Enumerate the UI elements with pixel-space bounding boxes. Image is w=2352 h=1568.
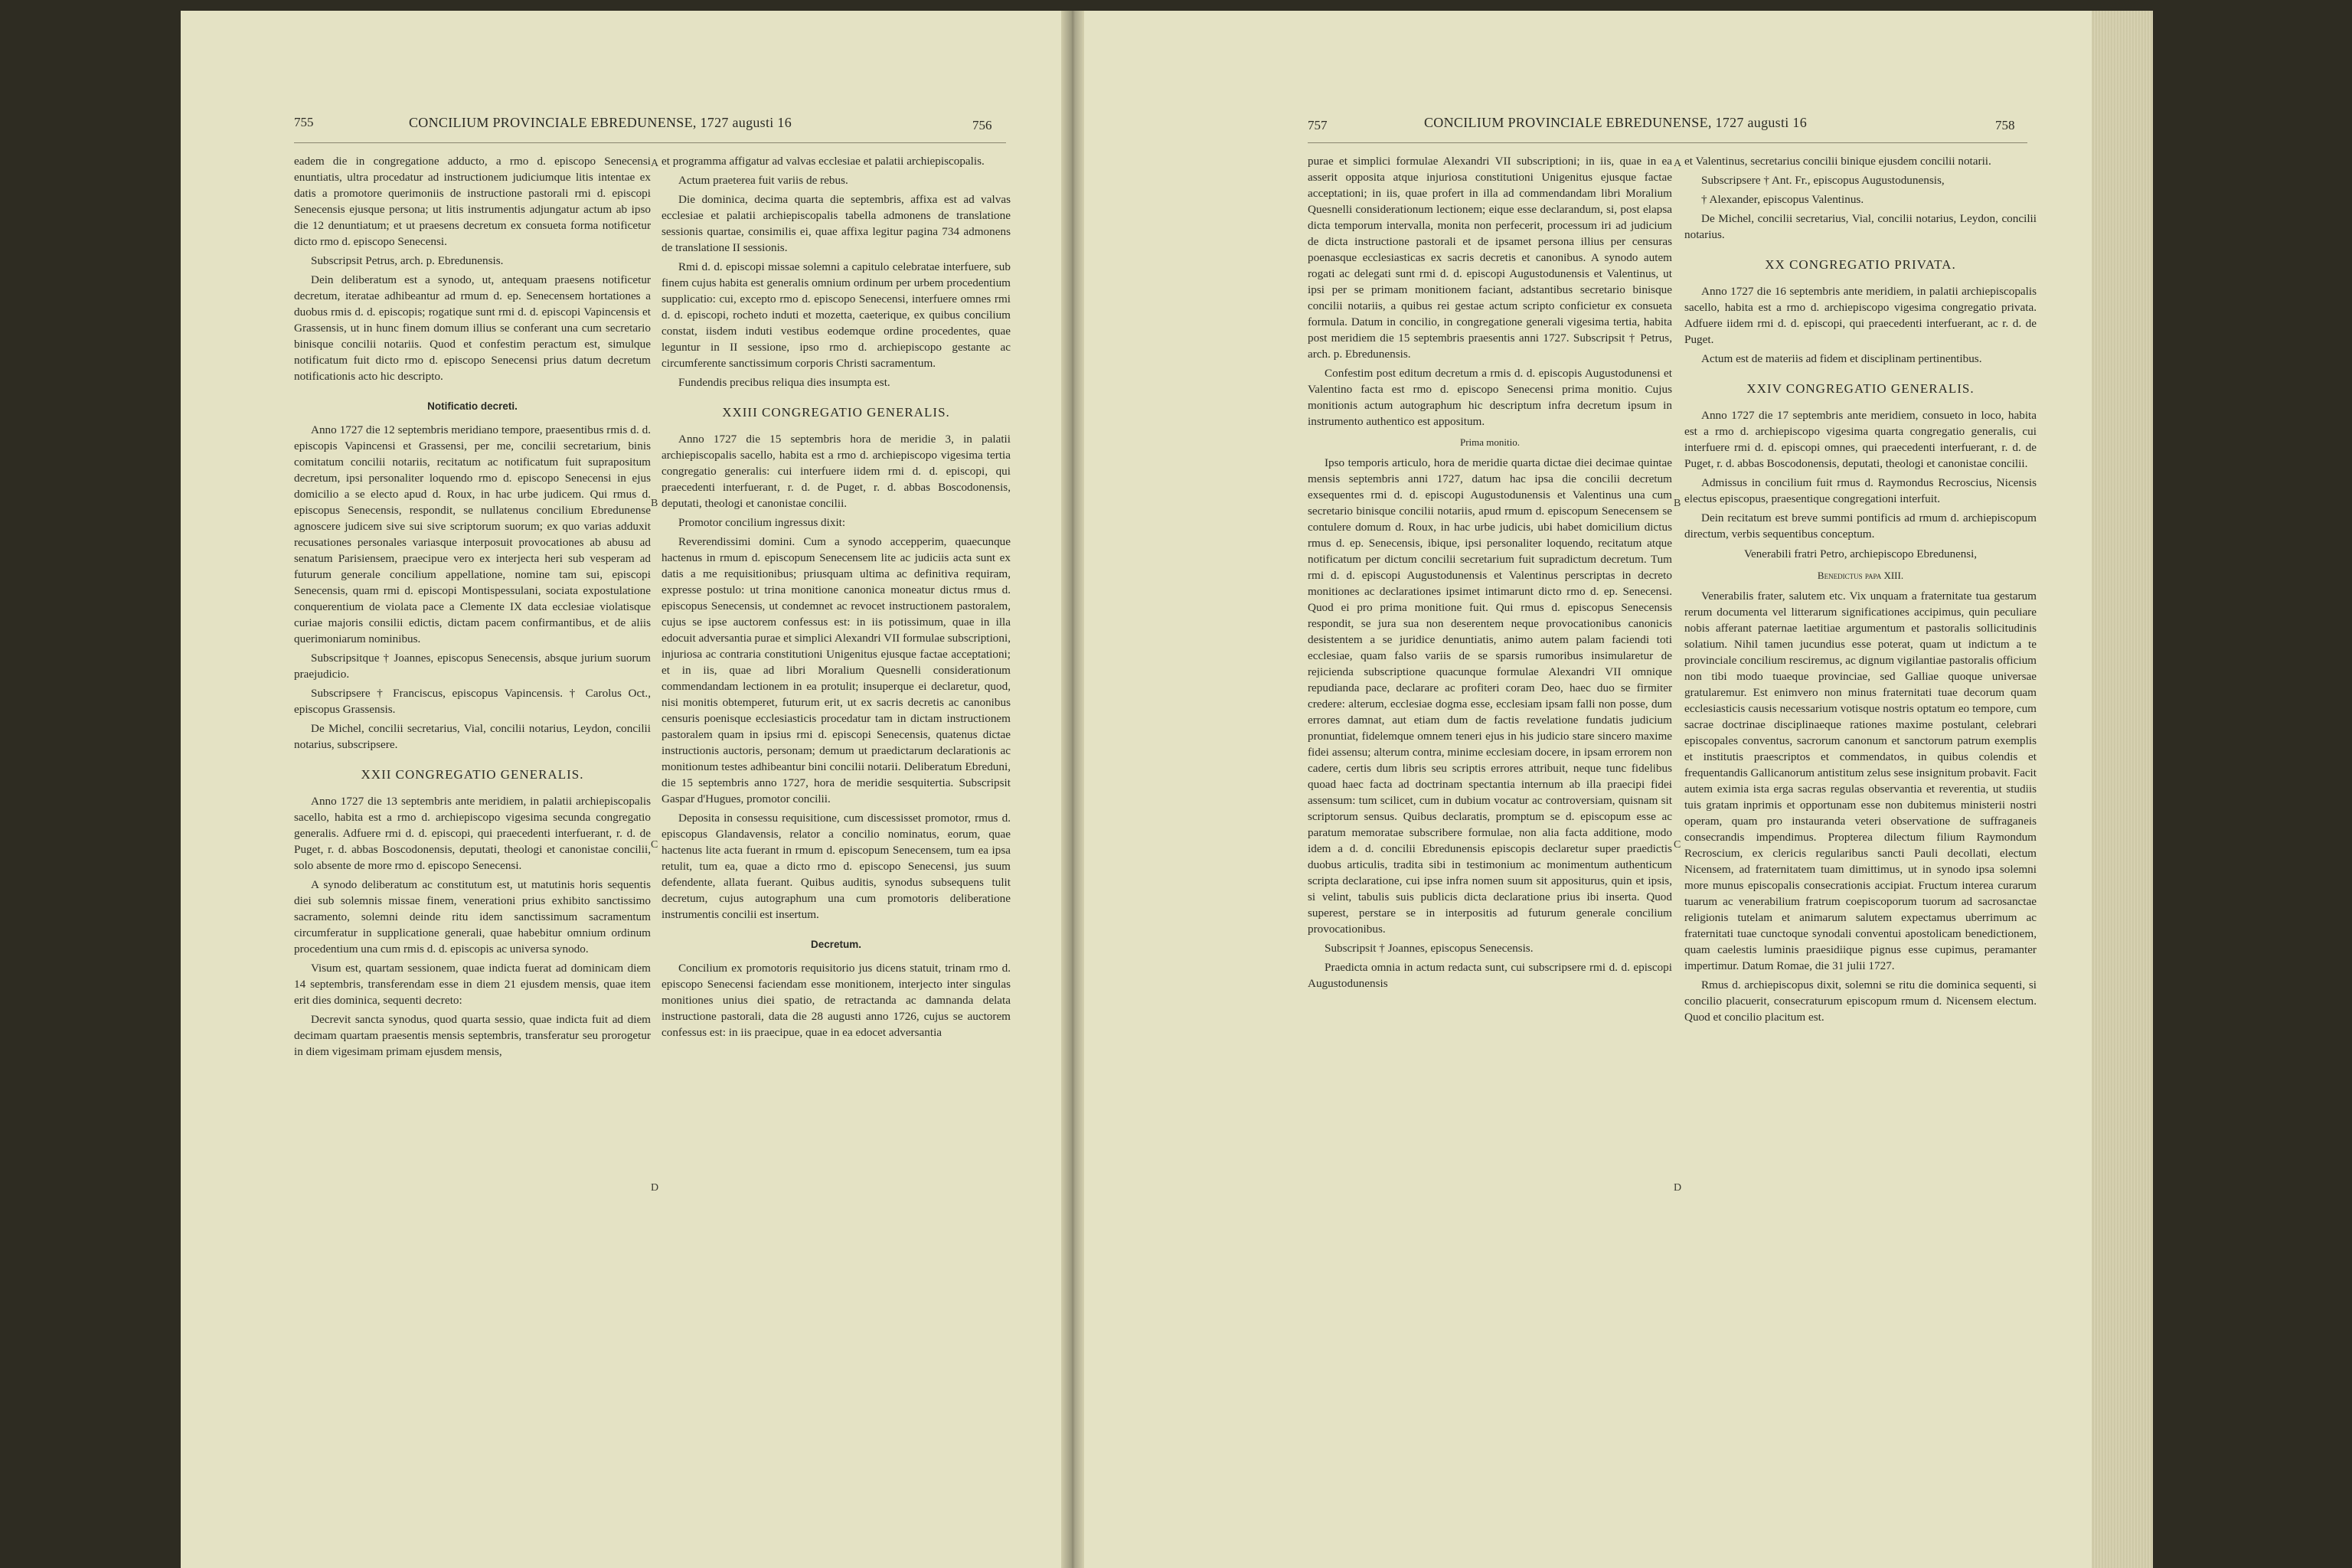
paragraph: Promotor concilium ingressus dixit: — [678, 516, 846, 529]
paragraph: Visum est, quartam sessionem, quae indicta fuerat ad dominicam diem 14 septembris, transferendam esse in diem 21 ejusdem mensis, quae item erit dies dominica, sequenti decreto: — [294, 962, 651, 1007]
paragraph: Actum praeterea fuit variis de rebus. — [678, 174, 848, 187]
paragraph: Confestim post editum decretum a rmis d. d. episcopis Augustodunensi et Valentino facta est rmo d. episcopo Senecensi prima monitio. Cujus monitionis actum autographum hic descriptum infra decretum ipsum in instrumento authentico est appositum. — [1308, 367, 1672, 428]
text-column-right — [1684, 153, 2037, 1547]
text-column-left — [294, 153, 651, 1547]
paragraph: Praedicta omnia in actum redacta sunt, cui subscripsere rmi d. d. episcopi Augustodunensis — [1308, 961, 1672, 990]
paragraph: Dein recitatum est breve summi pontificis ad rmum d. archiepiscopum directum, verbis sequentibus conceptum. — [1684, 511, 2037, 541]
paragraph: Subscripsere † Franciscus, episcopus Vapincensis. † Carolus Oct., episcopus Grassensis. — [294, 687, 651, 716]
text-column-right — [662, 153, 1011, 1547]
paragraph: De Michel, concilii secretarius, Vial, concilii notarius, Leydon, concilii notarius. — [1684, 212, 2037, 241]
page-number: 755 — [294, 115, 314, 129]
paragraph: Fundendis precibus reliqua dies insumpta est. — [678, 376, 890, 389]
paragraph: eadem die in congregatione adducto, a rmo d. episcopo Senecensi enuntiatis, ultra procedatur ad instructionem judiciumque litis intentae ex datis a promotore querimoniis de instructione pastorali rmi d. episcopi Senecensis ejusque persona; ut litis instrumentis adjungatur actum ab ipso die 12 denuntiatum; et ut praesens decretum ex consueta forma notificetur dicto rmo d. episcopo Senecensi. — [294, 155, 651, 248]
margin-marker: C — [1674, 839, 1681, 851]
page-edges — [2092, 11, 2153, 1568]
paragraph: Anno 1727 die 17 septembris ante meridiem, consueto in loco, habita est a rmo d. archiepiscopo vigesima quarta congregatio generalis, cui interfuere rmi d. d. episcopi omnes, qui praecedenti interfuerant, r. d. de Puget, r. d. abbas Boscodonensis, deputati, theologi et canonistae concilii. — [1684, 409, 2037, 470]
section-heading: XXII CONGREGATIO GENERALIS. — [361, 767, 584, 782]
paragraph: Anno 1727 die 15 septembris hora de meridie 3, in palatii archiepiscopalis sacello, habita est a rmo d. archiepiscopo vigesima tertia congregatio generalis: cui interfuere iidem rmi d. d. episcopi, qui praecedenti interfuerant, r. d. de Puget, r. d. abbas Boscodonensis, deputati, theologi et canonistae concilii. — [662, 433, 1011, 510]
paragraph: Rmus d. archiepiscopus dixit, solemni se ritu die dominica sequenti, si concilio placuerit, consecraturum episcopum rmum d. Nicensem electum. Quod et concilio placitum est. — [1684, 978, 2037, 1024]
running-head: CONCILIUM PROVINCIALE EBREDUNENSE, 1727 augusti 16 — [409, 115, 792, 130]
section-heading: XXIV CONGREGATIO GENERALIS. — [1746, 381, 1975, 396]
paragraph: † Alexander, episcopus Valentinus. — [1701, 193, 1864, 206]
paragraph: Anno 1727 die 16 septembris ante meridiem, in palatii archiepiscopalis sacello, habita est a rmo d. archiepiscopo vigesima congregatio privata. Adfuere iidem rmi d. d. episcopi, qui praecedenti interfuerant, ac r. d. de Puget. — [1684, 285, 2037, 346]
header-rule — [294, 142, 1006, 143]
paragraph: et Valentinus, secretarius concilii binique ejusdem concilii notarii. — [1684, 155, 1991, 168]
paragraph: Concilium ex promotoris requisitorio jus dicens statuit, trinam rmo d. episcopo Senecensi faciendam esse monitionem, interjecto inter singulas monitiones unius diei spatio, de retractanda ac damnanda delata instructione pastorali, data die 28 augusti anno 1726, cujus se auctorem confessus est: in iis praecipue, quae in ea edocet adversantia — [662, 962, 1011, 1039]
section-heading: XX CONGREGATIO PRIVATA. — [1765, 257, 1956, 272]
paragraph: Subscripsitque † Joannes, episcopus Senecensis, absque jurium suorum praejudicio. — [294, 652, 651, 681]
header-rule — [1308, 142, 2027, 143]
paragraph: Anno 1727 die 12 septembris meridiano tempore, praesentibus rmis d. d. episcopis Vapincensi et Grassensi, per me, concilii secretarium, binis comitatum concilii notariis, recitatum ac notificatum fuit suprapositum decretum, ipsi personaliter loquendo rmo d. episcopo Senecensi in ejus domicilio a se electo apud d. Roux, in hac urbe judicem. Qui rmus d. episcopus Senecensis, respondit, se nullatenus concilium Ebredunense agnoscere judicem sive sui sive scriptorum suorum; ex quo varias adduxit recusationes personales variasque interposuit provocationes ab abusu ad senatum Parisiensem, praecipue vero ex interjecta heri sub vesperam ad futurum generale concilium appellatione, nomine tam sui, episcopi Senecensis, quam rmi d. episcopi Montispessulani, sociata expostulatione conquerentium de violata pace a Clemente IX data ecclesiae violatisque curiae majoris consilii edictis, dictam pacem confirmantibus, et de aliis querimoniarum nominibus. — [294, 423, 651, 645]
paragraph: Subscripsere † Ant. Fr., episcopus Augustodunensis, — [1701, 174, 1945, 187]
margin-marker: A — [651, 158, 659, 169]
section-heading: XXIII CONGREGATIO GENERALIS. — [722, 405, 950, 420]
paragraph: Dein deliberatum est a synodo, ut, antequam praesens notificetur decretum, iteratae adhibeantur ad rmum d. ep. Senecensem hortationes a duobus rmis d. d. episcopis; rogatique sunt rmi d. d. episcopi Vapincensis et Grassensis, ut in hunc finem domum illius se conferant una cum secretario binisque concilii notariis. Quod et confestim peractum est, simulque notificatum fuit dicto rmo d. episcopo Senecensi prius datum decretum notificationis acto hic descripto. — [294, 273, 651, 383]
book-gutter — [1061, 11, 1084, 1568]
margin-marker: A — [1674, 158, 1682, 169]
text-column-left — [1308, 153, 1672, 1547]
paragraph: De Michel, concilii secretarius, Vial, concilii notarius, Leydon, concilii notarius, subscripsere. — [294, 722, 651, 751]
paragraph: Anno 1727 die 13 septembris ante meridiem, in palatii archiepiscopalis sacello, habita est a rmo d. archiepiscopo vigesima secunda congregatio generalis. Adfuere rmi d. d. episcopi, qui praecedenti interfuerant, r. d. de Puget, r. d. abbas Boscodonensis, deputati, theologi et canonistae concilii, solo absente de more rmo d. episcopo Senecensi. — [294, 795, 651, 872]
open-book — [181, 11, 2153, 1568]
paragraph: purae et simplici formulae Alexandri VII subscriptioni; in iis, quae in ea asserit opposita atque injuriosa constitutioni Unigenitus ejusque factae acceptationi; in iis, quae profert in illa ad commendandam libri Moralium Quesnelli considerationum lectionem; eique esse declarandum, si, post elapsa dicta temporum intervalla, monita non perfecerit, processum iri ad judicium de dicta instructione pastorali et de ipsamet persona illius per censuras poenasque ecclesiasticas ex sacris decretis et canonibus. A synodo autem rogati ac delegati sunt rmi d. d. episcopi Augustodunensis et Valentinus, ut ipsi per se primam monitionem faciant, adstantibus secretario binisque concilii notariis, a quibus rei gestae actum scripto conficietur ex consueta formula. Datum in concilio, in congregatione generali vigesima tertia, habita post meridiem die 15 septembris praesentis anni 1727. Subscripsit † Petrus, arch. p. Ebredunensis. — [1308, 155, 1672, 361]
paragraph: Venerabilis frater, salutem etc. Vix unquam a fraternitate tua gestarum rerum documenta vel litterarum significationes accipimus, quin peculiare nobis afferant paternae laetitiae argumentum et pastoralis sollicitudinis solatium. Nihil tamen jucundius esse poterat, quam ut indictum a te provinciale concilium resciremus, ac dignum vigilantiae pastoralis officium non tibi modo tuaeque provinciae, sed Galliae quoque universae gratularemur. Est enimvero non minus fraternitati tuae decorum quam ecclesiasticis causis necessarium votisque nostris optatum eo tempore, cum sacrae doctrinae disciplinaeque rationes maxime postulant, celebrari episcopales conventus, sacrorum canonum et sanctorum patrum exemplis et institutis praescriptos et commendatos, in quibus colendis et frequentandis Gallicanorum antistitum zelus sese insignitum probavit. Facit autem eximia ista erga sacras regulas observantia et reverentia, ut studiis tuis gratam inprimis et opportunam esse non dubitemus ministerii nostri operam, quam pro instauranda veteri observatione de suffraganeis consecrandis impendimus. Propterea dilectum filium Raymondum Recroscium, ex clericis regularibus sancti Pauli decollati, electum Nicensem, ad fraternitatem tuam dimittimus, ut in synodo ipsa solemni more munus episcopalis consecrationis accipiat. Fructum interea curarum tuarum ac venerabilium fratrum coepiscoporum tuorum ad sacrosanctae religionis tutelam et animarum salutem expectamus uberrimum ac fraternitati tuae cunctoque synodali conventui apostolicam benedictionem, quam caelestis luminis praesidiique pignus esse cupimus, peramanter impertimur. Datum Romae, die 31 julii 1727. — [1684, 590, 2037, 972]
paragraph: Subscripsit Petrus, arch. p. Ebredunensis. — [311, 254, 504, 267]
paragraph: Actum est de materiis ad fidem et disciplinam pertinentibus. — [1701, 352, 1982, 365]
paragraph: Deposita in consessu requisitione, cum discessisset promotor, rmus d. episcopus Glandavensis, relator a concilio nominatus, eorum, quae hactenus lite acta fuerant in rmum d. episcopum Senecensem, tum ea ipsa retulit, tum ea, quae a dicto rmo d. episcopo Senecensi, jus suum defendente, allata fuerant. Quibus auditis, synodus subsequens tulit decretum, cujus autographum una cum promotoris deliberatione instrumentis concilii est insertum. — [662, 812, 1011, 921]
margin-marker: D — [1674, 1182, 1682, 1194]
section-subheading: Prima monitio. — [1460, 436, 1520, 448]
margin-marker: B — [1674, 498, 1681, 509]
paragraph: Ipso temporis articulo, hora de meridie quarta dictae diei decimae quintae mensis septembris anni 1727, datum hac ipsa die concilii decretum exsequentes rmi d. d. episcopi Augustodunensis et Valentinus una cum secretario binisque concilii notariis, apud rmum d. episcopum Senecensem se contulere domum d. Roux, in hac urbe judicis, ubi habet domicilium dictus rmus d. ep. Senecensis, ibique, ipsi personaliter loquendo, recitatum atque notificatum per dictum concilii secretarium fuit supradictum decretum. Tum rmi d. d. episcopi Augustodunensis et Valentinus perscriptas in decreto monitiones ac declarationes ipsimet intimarunt dicto rmo d. ep. Senecensi. Quod ei pro prima monitione fuit. Qui rmus d. episcopus Senecensis respondit, se jura sua non deserentem neque provocationibus canonicis desistentem a se juridice denuntiatis, animo autem palam faciendi toti ecclesiae, quam falso variis de se sparsis rumoribus insimularetur de rejicienda subscriptione quacunque formulae Alexandri VII omnique repudianda pace, declarare ac profiteri coram Deo, haec duo se firmiter credere: alterum, ecclesiae dogma esse, ecclesiam ipsam falli non posse, dum errores damnat, aut etiam dum de factis revelatione fundatis judicium pronuntiat, fidelemque omnem teneri ejus in his judicio stare sincero maxime fidei assensu; alterum contra, minime ecclesiam docere, in ipsam errorem non cadere, certis dum libris seu scriptis errores attribuit, neque tunc fidelibus quoad haec facta ad doctrinam spectantia internum ab illa praecipi fidei assensum: tum scilicet, cum in dubium vocatur ac controversiam, quisnam sit scriptorum sensus. Quibus declaratis, promptum se d. episcopum esse ac paratum memoratae subscribere formulae, non alia facta additione, modo idem a d. d. concilii Ebredunensis episcopis declaretur super praedictis duobus articulis, tradita sibi in testimonium ac monimentum authenticum scripta declaratione, cui ipse infra nomen suum sit appositurus, quin et ipsis, si velint, tabulis suis publicis dicta declaratione prius ibi inserta. Quod superest, perstare se in interpositis ad futurum generale concilium provocationibus. — [1308, 456, 1672, 936]
page-number: 756 — [972, 118, 992, 132]
paragraph: Admissus in concilium fuit rmus d. Raymondus Recroscius, Nicensis electus episcopus, praesentique congregationi interfuit. — [1684, 476, 2037, 505]
letter-sender: Benedictus papa XIII. — [1817, 570, 1904, 581]
page-number: 757 — [1308, 118, 1328, 132]
margin-marker: C — [651, 839, 658, 851]
paragraph: et programma affigatur ad valvas ecclesiae et palatii archiepiscopalis. — [662, 155, 985, 168]
paragraph: Reverendissimi domini. Cum a synodo accepperim, quaecunque hactenus in rmum d. episcopum Senecensem lite ac judiciis acta sunt ex datis a me requisitionibus; priusquam ultima ac definitiva requiram, expresse postulo: ut trina monitione canonica moneatur dictus rmus d. episcopus Senecensis, ut condemnet ac revocet instructionem pastoralem, cujus se ipse auctorem confessus est: in iis potissimum, quae in illa edocuit adversantia purae et simplici Alexandri VII formulae subscriptioni, injuriosa ac contraria constitutioni Unigenitus ejusque factae acceptationi; et in iis, quae ad libri Moralium Quesnelli considerationum commendandam lectionem in ea protulit; insuperque ei declaretur, quod, nisi monitis obtemperet, futurum erit, ut ex sacris decretis ac canonibus censuris poenisque ecclesiasticis procedatur tam in dictam instructionem pastoralem quam in ipsius rmi d. episcopi Senecensis, quatenus dictae instructionis auctoris, personam; demum ut praedictarum declarationis ac monitionum testes adhibeantur bini concilii notarii. Deliberatum Ebreduni, die 15 septembris anno 1727, hora de meridie sesquitertia. Subscripsit Gaspar d'Hugues, promotor concilii. — [662, 535, 1011, 805]
paragraph: Decrevit sancta synodus, quod quarta sessio, quae indicta fuit ad diem decimam quartam praesentis mensis septembris, transferatur seu prorogetur in diem vigesimam primam ejusdem mensis, — [294, 1013, 651, 1058]
paragraph: Rmi d. d. episcopi missae solemni a capitulo celebratae interfuere, sub finem cujus habita est generalis omnium ordinum per urbem procedentium supplicatio: cui, excepto rmo d. episcopo Senecensi, interfuere omnes rmi d. d. episcopi, rocheto induti et mozetta, caeterique, ex quibus concilium constat, iisdem induti vestibus eodemque ordine procedentes, quae leguntur in II sessione, ipso rmo d. archiepiscopo gestante ac circumferente sanctissimum corporis Christi sacramentum. — [662, 260, 1011, 370]
paragraph: Die dominica, decima quarta die septembris, affixa est ad valvas ecclesiae et palatii archiepiscopalis tabella admonens de translatione sessionis quartae, consimilis ei, quae affixa legitur pagina 734 admonens de translatione II sessionis. — [662, 193, 1011, 254]
left-page — [181, 11, 1061, 1568]
margin-marker: B — [651, 498, 658, 509]
margin-marker: D — [651, 1182, 659, 1194]
right-page — [1084, 11, 2092, 1568]
letter-address: Venerabili fratri Petro, archiepiscopo Ebredunensi, — [1743, 548, 1978, 560]
section-heading: Decretum. — [810, 939, 862, 950]
paragraph: A synodo deliberatum ac constitutum est, ut matutinis horis sequentis diei sub solemnis missae finem, venerationi prius exhibito sanctissimo sacramento, solemni deinde ritu idem sanctissimum sacramentum circumferatur in supplicatione generali, quae habebitur omnium ordinum procedentium una cum rmis d. d. episcopis ac universa synodo. — [294, 878, 651, 956]
page-number: 758 — [1995, 118, 2015, 132]
running-head: CONCILIUM PROVINCIALE EBREDUNENSE, 1727 augusti 16 — [1424, 115, 1807, 130]
paragraph: Subscripsit † Joannes, episcopus Senecensis. — [1325, 942, 1534, 955]
section-heading: Notificatio decreti. — [427, 400, 518, 412]
